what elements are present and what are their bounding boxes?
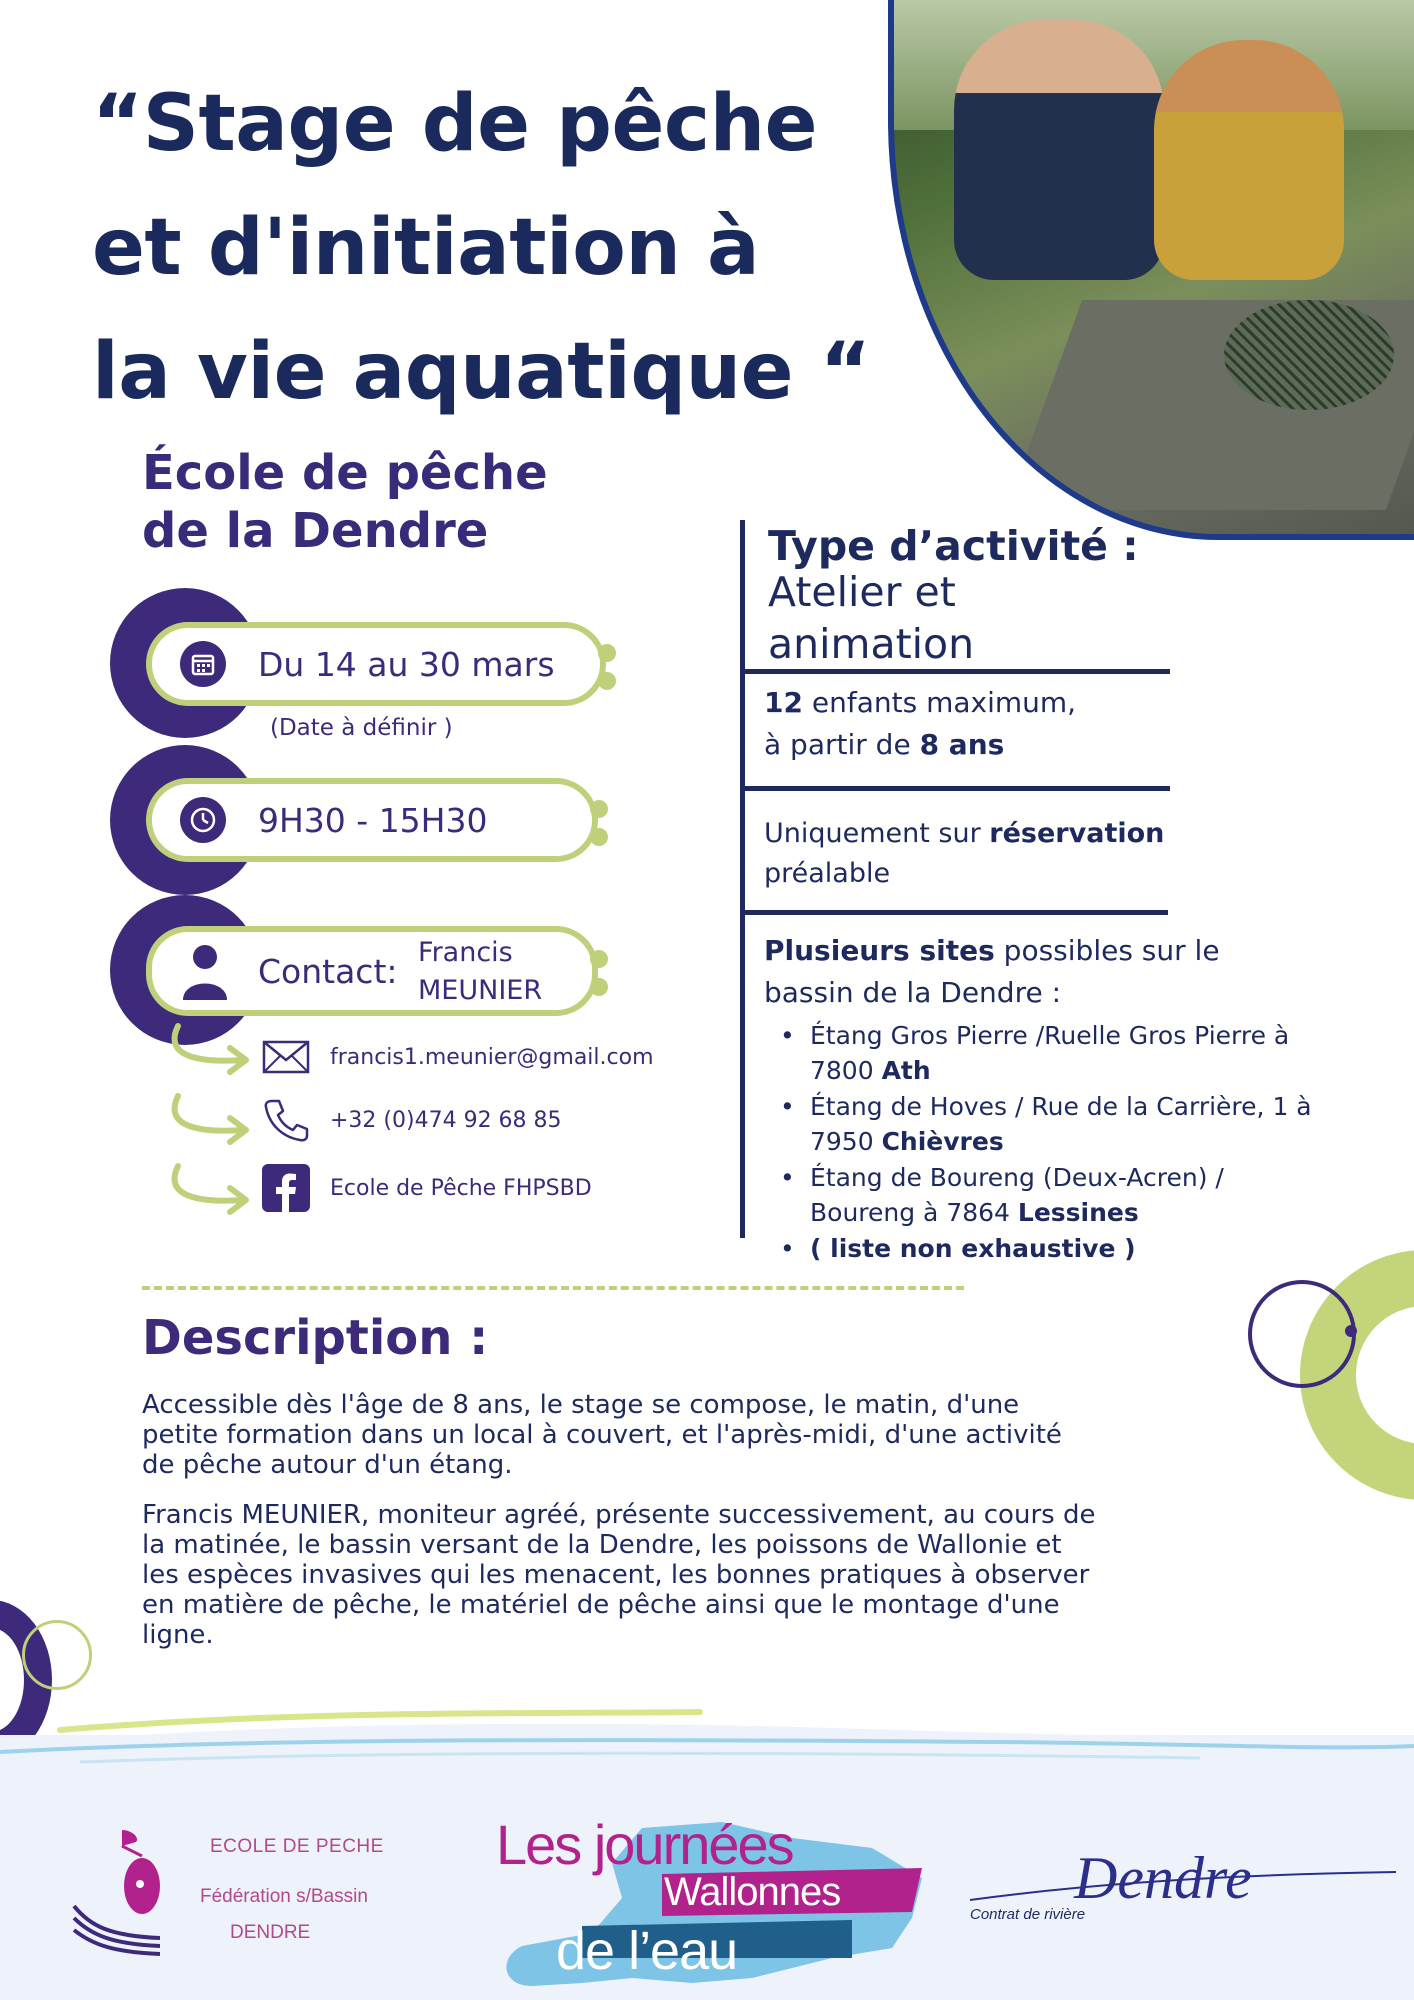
facebook-icon xyxy=(262,1164,310,1212)
sites-note: ( liste non exhaustive ) xyxy=(810,1234,1136,1263)
arrow-icon xyxy=(164,1020,254,1080)
list-item xyxy=(778,1018,1312,1088)
sites-list xyxy=(778,1018,1312,1267)
site-town: Chièvres xyxy=(881,1127,1004,1156)
contact-label: Contact: xyxy=(258,951,398,991)
calendar-icon xyxy=(180,641,226,687)
phone-row[interactable] xyxy=(262,1098,562,1142)
reservation-line xyxy=(764,814,1164,854)
date-note: (Date à définir ) xyxy=(270,715,453,741)
reservation-suffix: préalable xyxy=(764,858,891,889)
arrow-icon xyxy=(164,1160,254,1220)
dashed-divider xyxy=(142,1286,964,1290)
description-paragraph xyxy=(142,1500,1202,1650)
photo-child xyxy=(954,20,1164,280)
footer-school-line: Fédération s/Bassin xyxy=(200,1886,368,1907)
journees-line: Wallonnes xyxy=(664,1870,841,1914)
time-pill xyxy=(146,778,598,862)
photo-child xyxy=(1154,40,1344,280)
pill-knob xyxy=(598,672,616,690)
contact-last-name: MEUNIER xyxy=(418,975,543,1006)
description-title: Description : xyxy=(142,1310,489,1366)
kids-fishing-photo xyxy=(888,0,1414,540)
pill-knob xyxy=(598,644,616,662)
decorative-dot xyxy=(1345,1325,1357,1337)
site-line xyxy=(810,1053,1312,1088)
description-line: en matière de pêche, le matériel de pêche ainsi que le montage d'une xyxy=(142,1590,1060,1620)
title-line: et d'initiation à xyxy=(92,203,760,293)
photo-net xyxy=(1224,300,1394,410)
sites-bold: Plusieurs sites xyxy=(764,934,995,967)
fishing-school-logo xyxy=(70,1826,170,1956)
contact-first-name: Francis xyxy=(418,937,513,968)
page-title xyxy=(92,62,932,434)
activity-type-label: Type d’activité : xyxy=(768,522,1139,570)
site-line xyxy=(810,1124,1312,1159)
phone-link[interactable]: +32 (0)474 92 68 85 xyxy=(330,1107,562,1133)
activity-type-value xyxy=(768,566,974,670)
sites-line xyxy=(764,930,1220,972)
list-item xyxy=(778,1089,1312,1159)
age-value: 8 ans xyxy=(919,728,1005,761)
list-item xyxy=(778,1231,1312,1266)
column-divider xyxy=(740,520,745,1238)
dendre-subtitle: Contrat de rivière xyxy=(970,1906,1086,1923)
decorative-ring xyxy=(1248,1280,1356,1388)
description-line: la matinée, le bassin versant de la Dendre, les poissons de Wallonie et xyxy=(142,1530,1062,1560)
title-line: “Stage de pêche xyxy=(92,79,818,169)
footer-school-line: DENDRE xyxy=(230,1922,311,1943)
facebook-row[interactable] xyxy=(262,1164,592,1212)
description-line: petite formation dans un local à couvert, et l'après-midi, d'une activité xyxy=(142,1420,1062,1450)
section-divider xyxy=(742,910,1168,915)
site-line: • Étang de Hoves / Rue de la Carrière, 1 à xyxy=(810,1092,1312,1121)
site-prefix: Boureng à 7864 xyxy=(810,1198,1018,1227)
section-divider xyxy=(742,786,1170,791)
decorative-ring xyxy=(22,1620,92,1690)
site-town: Lessines xyxy=(1017,1198,1139,1227)
site-prefix: 7800 xyxy=(810,1056,882,1085)
site-town: Ath xyxy=(881,1056,931,1085)
email-link[interactable]: francis1.meunier@gmail.com xyxy=(330,1044,654,1070)
dendre-swoosh xyxy=(968,1870,1398,1910)
description-line: les espèces invasives qui les menacent, les bonnes pratiques à observer xyxy=(142,1560,1090,1590)
capacity-info xyxy=(764,682,1076,766)
sites-text: possibles sur le xyxy=(994,934,1220,967)
dendre-logo-text: Dendre xyxy=(1074,1845,1252,1911)
journees-line: de l’eau xyxy=(556,1921,738,1981)
reservation-bold: réservation xyxy=(989,818,1165,849)
description-line: ligne. xyxy=(142,1620,214,1650)
description-line: Accessible dès l'âge de 8 ans, le stage se compose, le matin, d'une xyxy=(142,1390,1020,1420)
description-line: de pêche autour d'un étang. xyxy=(142,1450,513,1480)
sites-intro xyxy=(764,930,1220,1014)
list-item xyxy=(778,1160,1312,1230)
activity-value-line: Atelier et xyxy=(768,568,956,616)
site-prefix: 7950 xyxy=(810,1127,882,1156)
capacity-text: enfants maximum, xyxy=(802,686,1077,719)
footer-school-line: ECOLE DE PECHE xyxy=(210,1836,384,1857)
site-line: • Étang Gros Pierre /Ruelle Gros Pierre à xyxy=(810,1021,1290,1050)
journees-line: Les journées xyxy=(496,1813,793,1876)
school-line: École de pêche xyxy=(142,445,548,501)
pill-knob xyxy=(590,950,608,968)
age-prefix: à partir de xyxy=(764,728,920,761)
reservation-prefix: Uniquement sur xyxy=(764,818,990,849)
pill-knob xyxy=(590,828,608,846)
envelope-icon xyxy=(262,1040,310,1074)
pill-knob xyxy=(590,978,608,996)
phone-icon xyxy=(262,1098,310,1142)
person-icon xyxy=(180,941,230,1001)
description-line: Francis MEUNIER, moniteur agréé, présente successivement, au cours de xyxy=(142,1500,1096,1530)
activity-value-line: animation xyxy=(768,620,975,668)
capacity-number: 12 xyxy=(764,686,803,719)
pill-knob xyxy=(590,800,608,818)
description-paragraph xyxy=(142,1390,1202,1480)
capacity-line xyxy=(764,682,1076,724)
site-line xyxy=(810,1195,1312,1230)
sites-line2: bassin de la Dendre : xyxy=(764,976,1062,1009)
title-line: la vie aquatique “ xyxy=(92,327,871,417)
wave-decoration xyxy=(0,1700,1414,1790)
age-line xyxy=(764,724,1076,766)
date-text: Du 14 au 30 mars xyxy=(258,644,555,684)
clock-icon xyxy=(180,797,226,843)
reservation-info xyxy=(764,814,1164,894)
section-divider xyxy=(742,669,1170,674)
facebook-link[interactable]: Ecole de Pêche FHPSBD xyxy=(330,1175,592,1201)
arrow-icon xyxy=(164,1090,254,1150)
date-pill xyxy=(146,622,606,706)
school-name xyxy=(142,444,548,560)
site-line: • Étang de Boureng (Deux-Acren) / xyxy=(810,1163,1224,1192)
email-row[interactable] xyxy=(262,1040,654,1074)
time-text: 9H30 - 15H30 xyxy=(258,800,488,840)
school-line: de la Dendre xyxy=(142,503,489,559)
contact-name xyxy=(418,934,542,1010)
